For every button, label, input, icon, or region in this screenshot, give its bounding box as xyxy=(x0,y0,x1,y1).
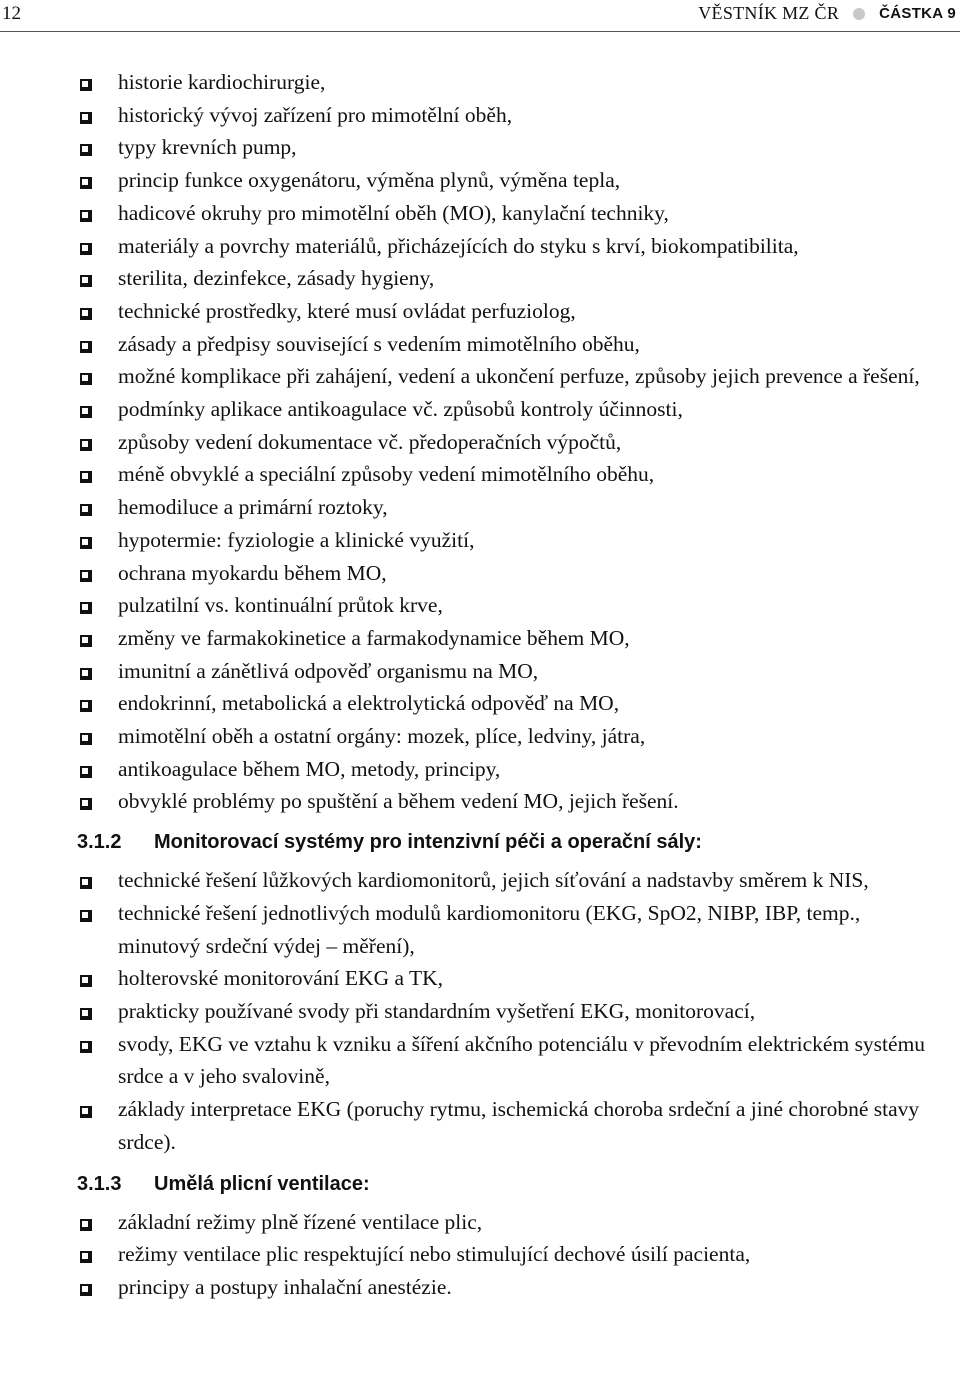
list-item xyxy=(0,393,960,426)
list-item-text: antikoagulace během MO, metody, principy, xyxy=(118,756,501,781)
section-number: 3.1.3 xyxy=(77,1172,122,1195)
list-item-text: základy interpretace EKG (poruchy rytmu, ischemická choroba srdeční a jiné chorobné stavy srdce). xyxy=(118,1097,920,1154)
list-item-text: technické řešení lůžkových kardiomonitorů, jejich síťování a nadstavby směrem k NIS, xyxy=(118,868,869,893)
list-item-text: endokrinní, metabolická a elektrolytická odpověď na MO, xyxy=(118,691,620,716)
bullet-list-monitoring xyxy=(0,864,960,1158)
list-item xyxy=(0,295,960,328)
list-item xyxy=(0,262,960,295)
square-bullet-icon xyxy=(80,635,92,647)
list-item-text: zásady a předpisy související s vedením mimotělního oběhu, xyxy=(118,331,640,356)
square-bullet-icon xyxy=(80,1106,92,1118)
list-item-text: obvyklé problémy po spuštění a během vedení MO, jejich řešení. xyxy=(118,789,679,814)
list-item-text: méně obvyklé a speciální způsoby vedení mimotělního oběhu, xyxy=(118,462,655,487)
square-bullet-icon xyxy=(80,177,92,189)
list-item xyxy=(0,995,960,1028)
page-header xyxy=(0,0,960,31)
square-bullet-icon xyxy=(80,798,92,810)
list-item xyxy=(0,66,960,99)
list-item xyxy=(0,328,960,361)
square-bullet-icon xyxy=(80,537,92,549)
list-item xyxy=(0,458,960,491)
list-item-text: režimy ventilace plic respektující nebo stimulující dechové úsilí pacienta, xyxy=(118,1242,751,1267)
square-bullet-icon xyxy=(80,1251,92,1263)
list-item xyxy=(0,1238,960,1271)
list-item xyxy=(0,962,960,995)
journal-title: VĚSTNÍK MZ ČR xyxy=(698,3,840,23)
list-item xyxy=(0,622,960,655)
list-item xyxy=(0,426,960,459)
list-item-text: holterovské monitorování EKG a TK, xyxy=(118,966,444,991)
list-item-text: svody, EKG ve vztahu k vzniku a šíření akčního potenciálu v převodním elektrickém systému srdce a v jeho svalovině, xyxy=(118,1031,926,1089)
section-heading-3-1-3 xyxy=(0,1168,960,1200)
square-bullet-icon xyxy=(80,243,92,255)
list-item xyxy=(0,785,960,818)
list-item xyxy=(0,491,960,524)
list-item-text: základní režimy plně řízené ventilace plic, xyxy=(118,1209,483,1234)
square-bullet-icon xyxy=(80,570,92,582)
square-bullet-icon xyxy=(80,210,92,222)
list-item xyxy=(0,557,960,590)
list-item xyxy=(0,655,960,688)
square-bullet-icon xyxy=(80,766,92,778)
list-item-text: ochrana myokardu během MO, xyxy=(118,560,387,585)
list-item-text: hadicové okruhy pro mimotělní oběh (MO), kanylační techniky, xyxy=(118,200,669,225)
square-bullet-icon xyxy=(80,275,92,287)
list-item-text: technické řešení jednotlivých modulů kardiomonitoru (EKG, SpO2, NIBP, IBP, temp., minutový srdeční výdej – měření), xyxy=(118,900,861,958)
list-item xyxy=(0,230,960,263)
list-item xyxy=(0,864,960,897)
list-item xyxy=(0,687,960,720)
list-item xyxy=(0,99,960,132)
list-item-text: možné komplikace při zahájení, vedení a ukončení perfuze, způsoby jejich prevence a řešení, xyxy=(118,364,920,389)
list-item xyxy=(0,1028,960,1093)
bullet-list-perfusion xyxy=(0,66,960,818)
list-item xyxy=(0,197,960,230)
list-item-text: historický vývoj zařízení pro mimotělní oběh, xyxy=(118,102,513,127)
square-bullet-icon xyxy=(80,1041,92,1053)
square-bullet-icon xyxy=(80,112,92,124)
list-item-text: principy a postupy inhalační anestézie. xyxy=(118,1274,452,1299)
list-item xyxy=(0,1271,960,1304)
list-item xyxy=(0,897,960,962)
square-bullet-icon xyxy=(80,144,92,156)
list-item-text: sterilita, dezinfekce, zásady hygieny, xyxy=(118,266,435,291)
square-bullet-icon xyxy=(80,471,92,483)
square-bullet-icon xyxy=(80,373,92,385)
list-item-text: mimotělní oběh a ostatní orgány: mozek, plíce, ledviny, játra, xyxy=(118,724,646,749)
list-item-text: hypotermie: fyziologie a klinické využití, xyxy=(118,527,475,552)
header-rule xyxy=(0,31,960,32)
page-number: 12 xyxy=(2,3,21,24)
square-bullet-icon xyxy=(80,504,92,516)
square-bullet-icon xyxy=(80,910,92,922)
list-item-text: historie kardiochirurgie, xyxy=(118,70,326,94)
bullet-list-ventilation xyxy=(0,1206,960,1304)
list-item-text: technické prostředky, které musí ovládat perfuziolog, xyxy=(118,298,576,323)
part-label: ČÁSTKA 9 xyxy=(879,5,956,22)
square-bullet-icon xyxy=(80,1284,92,1296)
list-item xyxy=(0,524,960,557)
list-item-text: hemodiluce a primární roztoky, xyxy=(118,495,388,520)
section-title: Umělá plicní ventilace: xyxy=(154,1172,370,1195)
list-item xyxy=(0,1206,960,1239)
square-bullet-icon xyxy=(80,406,92,418)
list-item-text: materiály a povrchy materiálů, přicházejících do styku s krví, biokompatibilita, xyxy=(118,233,799,258)
list-item-text: pulzatilní vs. kontinuální průtok krve, xyxy=(118,593,443,618)
square-bullet-icon xyxy=(80,439,92,451)
square-bullet-icon xyxy=(80,975,92,987)
square-bullet-icon xyxy=(80,341,92,353)
dot-separator-icon xyxy=(853,8,865,20)
list-item-text: typy krevních pump, xyxy=(118,135,297,160)
list-item-text: imunitní a zánětlivá odpověď organismu na MO, xyxy=(118,658,539,683)
square-bullet-icon xyxy=(80,602,92,614)
list-item xyxy=(0,1093,960,1158)
square-bullet-icon xyxy=(80,1219,92,1231)
square-bullet-icon xyxy=(80,877,92,889)
list-item-text: způsoby vedení dokumentace vč. předoperačních výpočtů, xyxy=(118,429,622,454)
list-item xyxy=(0,164,960,197)
section-title: Monitorovací systémy pro intenzivní péči a operační sály: xyxy=(154,831,702,854)
square-bullet-icon xyxy=(80,79,92,91)
list-item xyxy=(0,131,960,164)
square-bullet-icon xyxy=(80,1008,92,1020)
section-heading-3-1-2 xyxy=(0,826,960,858)
list-item-text: princip funkce oxygenátoru, výměna plynů, výměna tepla, xyxy=(118,168,621,193)
list-item xyxy=(0,753,960,786)
square-bullet-icon xyxy=(80,308,92,320)
section-number: 3.1.2 xyxy=(77,831,122,854)
square-bullet-icon xyxy=(80,700,92,712)
list-item xyxy=(0,720,960,753)
list-item xyxy=(0,589,960,622)
square-bullet-icon xyxy=(80,733,92,745)
list-item-text: prakticky používané svody při standardním vyšetření EKG, monitorovací, xyxy=(118,998,756,1023)
list-item-text: podmínky aplikace antikoagulace vč. způsobů kontroly účinnosti, xyxy=(118,397,683,422)
list-item xyxy=(0,360,960,393)
page-content xyxy=(0,66,960,1304)
list-item-text: změny ve farmakokinetice a farmakodynamice během MO, xyxy=(118,625,630,650)
header-right xyxy=(698,3,956,24)
square-bullet-icon xyxy=(80,668,92,680)
